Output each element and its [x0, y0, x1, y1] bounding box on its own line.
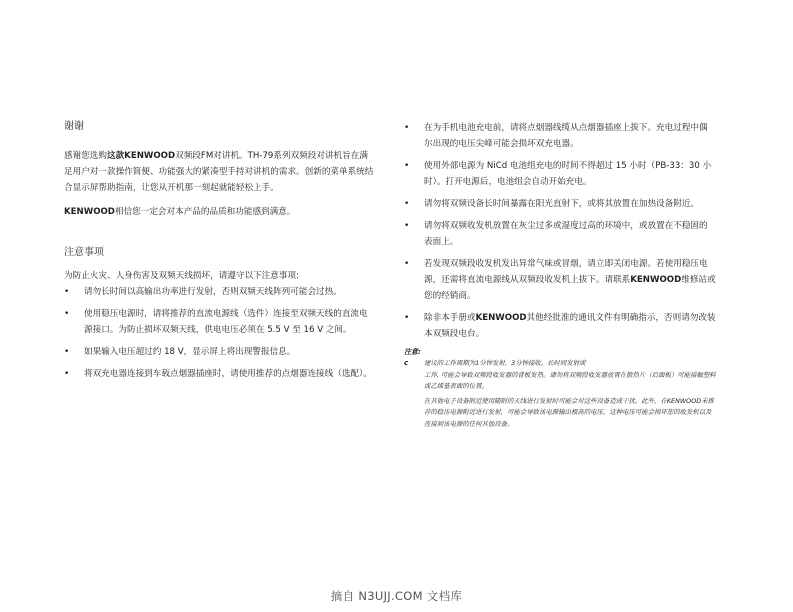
list-item-text: 使用稳压电源时，请将推荐的直流电源线（选件）连接至双频天线的直流电源接口。为防止损坏双频天线，供电电压必须在 5.5 V 至 16 V 之间。 — [84, 309, 368, 335]
left-column — [64, 120, 376, 382]
bullet-icon: • — [64, 347, 70, 357]
list-item-text: 除非本手册或 — [424, 313, 476, 323]
precautions-list-right — [404, 120, 716, 342]
list-item-text: 使用外部电源为 NiCd 电池组充电的时间不得超过 15 小时（PB-33：30 小时）。打开电源后，电池组会自动开始充电。 — [424, 161, 712, 187]
bullet-icon: • — [404, 199, 410, 209]
list-item-text-end: 维修站或您的经销商。 — [424, 275, 716, 301]
list-item — [64, 366, 376, 382]
list-item — [64, 344, 376, 360]
thanks-text-a: 感谢您选购 — [64, 151, 107, 161]
list-item — [404, 196, 716, 212]
list-item-text: 若发现双频段收发机发出异常气味或冒烟，请立即关闭电源。若使用稳压电源，还需将直流电源线从双频段收发机上拔下。请联系 — [424, 259, 708, 285]
thanks-paragraph-2 — [64, 204, 376, 220]
bullet-icon: • — [64, 309, 70, 319]
bullet-icon: • — [404, 259, 410, 269]
precautions-heading: 注意事项 — [64, 247, 104, 258]
bullet-icon: • — [64, 369, 70, 379]
list-item-text: 请勿长时间以高输出功率进行发射，否则双频天线阵列可能会过热。 — [84, 287, 342, 297]
list-item — [404, 218, 716, 250]
list-item — [404, 310, 716, 342]
list-item — [64, 306, 376, 338]
thanks-paragraph — [64, 148, 376, 196]
bullet-icon: • — [404, 123, 410, 133]
note-line-3: 在其他电子设备附近使用随附的天线进行发射时可能会对这些设备造成干扰。此外，在KENWOOD未推荐的稳压电源附近进行发射，可能会导致该电源输出极高的电压。这种电压可能会损坏您的收发机以及连接到该电源的任何其他设备。 — [424, 396, 714, 428]
note-label: 注意: — [404, 348, 421, 356]
thanks-text-c: 双频段FM对讲机。TH-79系列双频段对讲机旨在满足用户对一款操作简便、功能强大的紧凑型手持对讲机的需求。创新的菜单系统结合显示屏帮助指南，让您从开机那一刻起就能轻松上手。 — [64, 151, 374, 193]
brand-text: KENWOOD — [630, 275, 682, 285]
note-line-2: 工作, 可能会导致双频段收发器的背板发热。请勿将双频段收发器放置在散热片（后面板）可能接触塑料或乙烯基表面的位置。 — [424, 370, 716, 390]
list-item-text: 在为手机电池充电前，请将点烟器线缆从点烟器插座上拔下。充电过程中偶尔出现的电压尖峰可能会损坏双充电器。 — [424, 123, 708, 149]
precautions-list-left — [64, 284, 376, 382]
note-line-1: 建议的工作周期为1分钟发射，3分钟接收。长时间发射或 — [424, 359, 586, 367]
list-item-text-end: 其他经批准的通讯文件有明确指示，否则请勿改装本双频段电台。 — [424, 313, 716, 339]
thanks-brand: 这款KENWOOD — [106, 151, 176, 161]
bullet-icon: • — [404, 313, 410, 323]
brand-text: KENWOOD — [475, 313, 527, 323]
list-item-text: 将双充电器连接到车载点烟器插座时，请使用推荐的点烟器连接线（选配）。 — [84, 369, 372, 379]
list-item — [404, 120, 716, 152]
thanks-text-2: 相信您一定会对本产品的品质和功能感到满意。 — [114, 207, 296, 217]
list-item-text: 请勿将双频设备长时间暴露在阳光直射下，或将其放置在加热设备附近。 — [424, 199, 700, 209]
list-item — [64, 284, 376, 300]
bullet-icon: • — [404, 221, 410, 231]
note-mark: c — [404, 359, 409, 367]
list-item — [404, 158, 716, 190]
source-footer: 摘自 N3UJJ.COM 文档库 — [330, 589, 463, 603]
right-column — [404, 120, 716, 430]
list-item-text: 如果输入电压超过约 18 V，显示屏上将出现警报信息。 — [84, 347, 296, 357]
list-item — [404, 256, 716, 304]
bullet-icon: • — [404, 161, 410, 171]
list-item-text: 请勿将双频收发机放置在灰尘过多或湿度过高的环境中，或放置在不稳固的表面上。 — [424, 221, 708, 247]
bullet-icon: • — [64, 287, 70, 297]
note-block — [404, 358, 716, 430]
precautions-intro: 为防止火灾、人身伤害及双频天线损坏，请遵守以下注意事项: — [64, 271, 299, 281]
thanks-heading: 谢谢 — [64, 121, 84, 132]
thanks-brand-2: KENWOOD — [64, 207, 115, 217]
